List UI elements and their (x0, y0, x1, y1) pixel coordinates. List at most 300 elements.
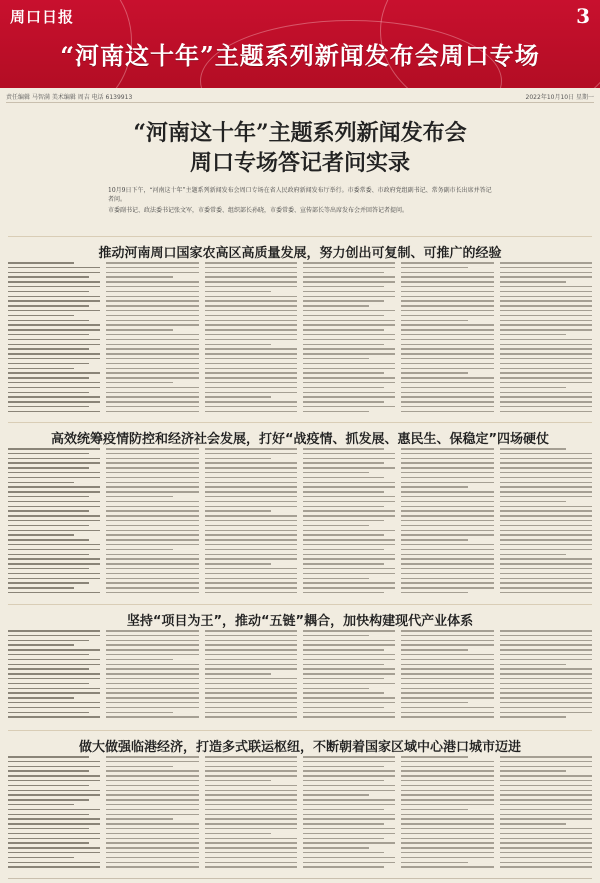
text-line (401, 654, 493, 656)
text-line (8, 486, 100, 488)
text-line (303, 712, 395, 714)
text-line (500, 842, 592, 844)
article-text-block (205, 630, 297, 718)
article-column (8, 262, 100, 417)
text-line (401, 368, 493, 370)
text-line (303, 358, 369, 360)
text-line (106, 558, 198, 560)
text-line (303, 363, 395, 365)
text-line (106, 857, 198, 859)
text-line (106, 582, 198, 584)
text-line (303, 756, 395, 758)
text-line (205, 358, 297, 360)
text-line (500, 558, 592, 560)
article-text-block (205, 756, 297, 868)
article-text-block (106, 262, 198, 412)
text-line (106, 640, 198, 642)
text-line (205, 329, 297, 331)
text-line (8, 554, 89, 556)
text-line (303, 339, 395, 341)
text-line (205, 785, 297, 787)
text-line (106, 411, 198, 413)
text-line (106, 482, 198, 484)
text-line (401, 558, 493, 560)
text-line (205, 411, 297, 413)
text-line (8, 482, 74, 484)
text-line (106, 477, 198, 479)
text-line (500, 329, 592, 331)
text-line (500, 664, 566, 666)
text-line (303, 770, 395, 772)
text-line (8, 847, 100, 849)
article-text-block (303, 262, 395, 412)
text-line (303, 702, 395, 704)
text-line (106, 766, 172, 768)
article-text-block (500, 630, 592, 718)
text-line (106, 649, 198, 651)
text-line (500, 281, 566, 283)
article-text-block (500, 448, 592, 593)
text-line (303, 276, 395, 278)
text-line (106, 448, 198, 450)
text-line (500, 770, 566, 772)
text-line (500, 678, 592, 680)
text-line (205, 775, 297, 777)
text-line (303, 578, 369, 580)
text-line (401, 592, 467, 594)
text-line (401, 348, 493, 350)
text-line (205, 712, 297, 714)
text-line (401, 539, 467, 541)
text-line (8, 276, 89, 278)
text-line (106, 809, 198, 811)
text-line (401, 635, 493, 637)
text-line (106, 702, 198, 704)
text-line (106, 372, 198, 374)
text-line (205, 525, 297, 527)
text-line (205, 458, 271, 460)
text-line (500, 296, 592, 298)
article-column (401, 630, 493, 725)
section-heading-1: 推动河南周口国家农高区高质量发展，努力创出可复制、可推广的经验 (98, 246, 502, 261)
text-line (303, 842, 395, 844)
banner-title: “河南这十年”主题系列新闻发布会周口专场 (60, 41, 540, 70)
text-line (500, 756, 592, 758)
text-line (8, 377, 89, 379)
text-line (401, 630, 493, 632)
text-line (205, 267, 297, 269)
text-line (106, 862, 198, 864)
article-column (205, 630, 297, 725)
text-line (303, 382, 395, 384)
text-line (205, 697, 297, 699)
text-line (500, 544, 592, 546)
text-line (205, 644, 297, 646)
text-line (205, 578, 297, 580)
text-line (106, 770, 198, 772)
text-line (401, 382, 493, 384)
text-line (205, 501, 297, 503)
text-line (205, 673, 271, 675)
text-line (8, 363, 89, 365)
text-line (401, 568, 493, 570)
text-line (8, 392, 89, 394)
text-line (205, 368, 297, 370)
text-line (401, 363, 493, 365)
article-column (205, 448, 297, 598)
text-line (8, 462, 100, 464)
text-line (205, 339, 297, 341)
text-line (401, 847, 493, 849)
text-line (8, 794, 100, 796)
text-line (303, 510, 395, 512)
text-line (303, 785, 395, 787)
text-line (303, 496, 395, 498)
text-line (401, 320, 467, 322)
text-line (500, 501, 566, 503)
text-line (205, 862, 297, 864)
text-line (401, 554, 493, 556)
text-line (106, 688, 198, 690)
text-line (500, 712, 592, 714)
text-line (106, 305, 198, 307)
text-line (401, 344, 493, 346)
header-banner (0, 0, 600, 88)
text-line (303, 587, 395, 589)
text-line (106, 348, 198, 350)
text-line (106, 339, 198, 341)
article-columns-3 (8, 630, 592, 725)
text-line (205, 515, 297, 517)
text-line (303, 630, 395, 632)
article-column (303, 630, 395, 725)
text-line (8, 697, 74, 699)
text-line (303, 828, 395, 830)
text-line (401, 458, 493, 460)
text-line (8, 520, 100, 522)
text-line (401, 785, 493, 787)
text-line (401, 707, 493, 709)
text-line (500, 348, 592, 350)
text-line (303, 368, 395, 370)
text-line (205, 539, 297, 541)
article-column (500, 630, 592, 725)
text-line (500, 818, 592, 820)
text-line (205, 770, 297, 772)
text-line (303, 847, 369, 849)
text-line (106, 828, 198, 830)
article-text-block (106, 630, 198, 718)
text-line (8, 334, 89, 336)
text-line (500, 804, 592, 806)
text-line (8, 515, 100, 517)
headline-line-1: “河南这十年”主题系列新闻发布会 (133, 120, 467, 146)
text-line (205, 649, 297, 651)
text-line (401, 334, 493, 336)
text-line (303, 716, 395, 718)
text-line (401, 491, 493, 493)
text-line (500, 573, 592, 575)
article-text-block (401, 448, 493, 593)
text-line (8, 857, 74, 859)
text-line (401, 866, 493, 868)
text-line (401, 462, 493, 464)
text-line (500, 761, 592, 763)
text-line (8, 573, 100, 575)
text-line (500, 578, 592, 580)
text-line (303, 678, 384, 680)
text-line (500, 520, 592, 522)
text-line (303, 866, 384, 868)
text-line (8, 549, 100, 551)
text-line (106, 510, 198, 512)
text-line (303, 563, 384, 565)
article-column (500, 448, 592, 598)
text-line (401, 520, 493, 522)
text-line (205, 448, 297, 450)
article-columns-4 (8, 756, 592, 874)
article-text-block (205, 262, 297, 412)
text-line (8, 506, 100, 508)
lead-text-2: 市委副书记、政法委书记张文军，市委常委、组织部长孙晓，市委常委、宣传部长等出席发布会并回答记者提问。 (108, 207, 409, 214)
text-line (8, 496, 89, 498)
text-line (401, 799, 493, 801)
text-line (401, 339, 493, 341)
text-line (303, 525, 369, 527)
text-line (303, 809, 384, 811)
text-line (401, 688, 493, 690)
text-line (106, 267, 198, 269)
article-column (303, 262, 395, 417)
text-line (205, 592, 297, 594)
text-line (8, 291, 89, 293)
text-line (303, 804, 395, 806)
article-column (8, 630, 100, 725)
text-line (8, 534, 74, 536)
text-line (106, 775, 198, 777)
text-line (303, 644, 395, 646)
text-line (303, 539, 395, 541)
article-column (106, 630, 198, 725)
text-line (106, 276, 172, 278)
text-line (8, 467, 89, 469)
text-line (401, 272, 493, 274)
text-line (205, 324, 297, 326)
text-line (8, 640, 89, 642)
text-line (106, 842, 198, 844)
text-line (401, 828, 493, 830)
text-line (8, 756, 89, 758)
text-line (8, 644, 74, 646)
text-line (401, 396, 493, 398)
text-line (205, 486, 297, 488)
text-line (106, 654, 198, 656)
text-line (106, 486, 198, 488)
text-line (303, 838, 384, 840)
text-line (205, 520, 297, 522)
text-line (401, 833, 493, 835)
text-line (8, 329, 100, 331)
text-line (106, 501, 198, 503)
text-line (401, 814, 493, 816)
text-line (401, 790, 493, 792)
text-line (401, 716, 493, 718)
text-line (8, 592, 100, 594)
text-line (303, 833, 395, 835)
text-line (303, 515, 395, 517)
text-line (303, 688, 369, 690)
text-line (8, 702, 100, 704)
text-line (106, 659, 172, 661)
text-line (303, 291, 395, 293)
text-line (8, 530, 100, 532)
text-line (303, 501, 395, 503)
text-line (205, 491, 297, 493)
text-line (205, 573, 297, 575)
text-line (106, 664, 198, 666)
text-line (303, 852, 384, 854)
text-line (205, 814, 297, 816)
text-line (8, 544, 100, 546)
text-line (401, 305, 493, 307)
text-line (106, 838, 198, 840)
text-line (106, 291, 198, 293)
text-line (205, 510, 271, 512)
text-line (303, 534, 384, 536)
text-line (8, 678, 100, 680)
text-line (106, 329, 172, 331)
text-line (106, 491, 198, 493)
text-line (205, 315, 297, 317)
text-line (500, 310, 592, 312)
text-line (205, 276, 297, 278)
text-line (401, 501, 493, 503)
text-line (303, 558, 395, 560)
text-line (205, 640, 297, 642)
text-line (205, 549, 297, 551)
article-text-block (401, 262, 493, 412)
text-line (401, 842, 493, 844)
text-line (303, 467, 395, 469)
text-line (106, 534, 198, 536)
text-line (205, 291, 271, 293)
text-line (8, 814, 89, 816)
text-line (106, 587, 198, 589)
text-line (500, 462, 592, 464)
text-line (500, 785, 592, 787)
text-line (205, 406, 297, 408)
text-line (303, 568, 395, 570)
text-line (303, 857, 395, 859)
text-line (500, 477, 592, 479)
text-line (500, 453, 592, 455)
text-line (401, 673, 493, 675)
text-line (500, 300, 592, 302)
article-column (8, 448, 100, 598)
text-line (303, 673, 395, 675)
article-text-block (303, 630, 395, 718)
text-line (500, 506, 592, 508)
text-line (401, 761, 493, 763)
text-line (500, 644, 592, 646)
text-line (8, 578, 100, 580)
lead-text-1: 10月9日下午，“河南这十年”主题系列新闻发布会周口专场在省人民政府新闻发布厅举行。市委常委、市政府党组副书记、常务副市长出席并答记者问。 (108, 187, 492, 203)
article-column (106, 756, 198, 874)
text-line (303, 324, 395, 326)
text-line (401, 563, 493, 565)
text-line (303, 453, 395, 455)
publication-date: 2022年10月10日 星期一 (525, 94, 594, 101)
text-line (401, 525, 493, 527)
text-line (500, 866, 592, 868)
text-line (303, 649, 384, 651)
text-line (205, 506, 297, 508)
text-line (500, 344, 592, 346)
text-line (303, 387, 384, 389)
text-line (401, 664, 493, 666)
text-line (303, 305, 369, 307)
text-line (106, 334, 198, 336)
text-line (205, 635, 297, 637)
text-line (500, 291, 592, 293)
text-line (303, 823, 384, 825)
text-line (303, 692, 384, 694)
text-line (401, 506, 493, 508)
text-line (303, 582, 395, 584)
article-text-block (303, 756, 395, 868)
text-line (303, 799, 395, 801)
text-line (205, 363, 297, 365)
text-line (303, 406, 395, 408)
text-line (401, 276, 493, 278)
text-line (401, 467, 493, 469)
text-line (401, 291, 493, 293)
text-line (106, 272, 198, 274)
text-line (106, 392, 198, 394)
text-line (205, 382, 297, 384)
text-line (401, 683, 493, 685)
text-line (500, 276, 592, 278)
text-line (401, 406, 493, 408)
text-line (303, 506, 384, 508)
text-line (8, 368, 74, 370)
text-line (106, 630, 198, 632)
text-line (205, 828, 297, 830)
text-line (106, 396, 198, 398)
text-line (303, 573, 395, 575)
article-column (106, 448, 198, 598)
text-line (303, 329, 384, 331)
text-line (106, 549, 172, 551)
text-line (401, 818, 493, 820)
text-line (401, 515, 493, 517)
text-line (205, 396, 271, 398)
text-line (500, 467, 592, 469)
text-line (303, 520, 384, 522)
text-line (106, 406, 198, 408)
text-line (303, 344, 384, 346)
text-line (205, 563, 271, 565)
text-line (500, 828, 592, 830)
text-line (205, 353, 297, 355)
text-line (303, 486, 395, 488)
text-line (303, 300, 384, 302)
text-line (106, 496, 172, 498)
text-line (401, 296, 493, 298)
text-line (205, 780, 271, 782)
text-line (205, 766, 297, 768)
article-column (401, 448, 493, 598)
